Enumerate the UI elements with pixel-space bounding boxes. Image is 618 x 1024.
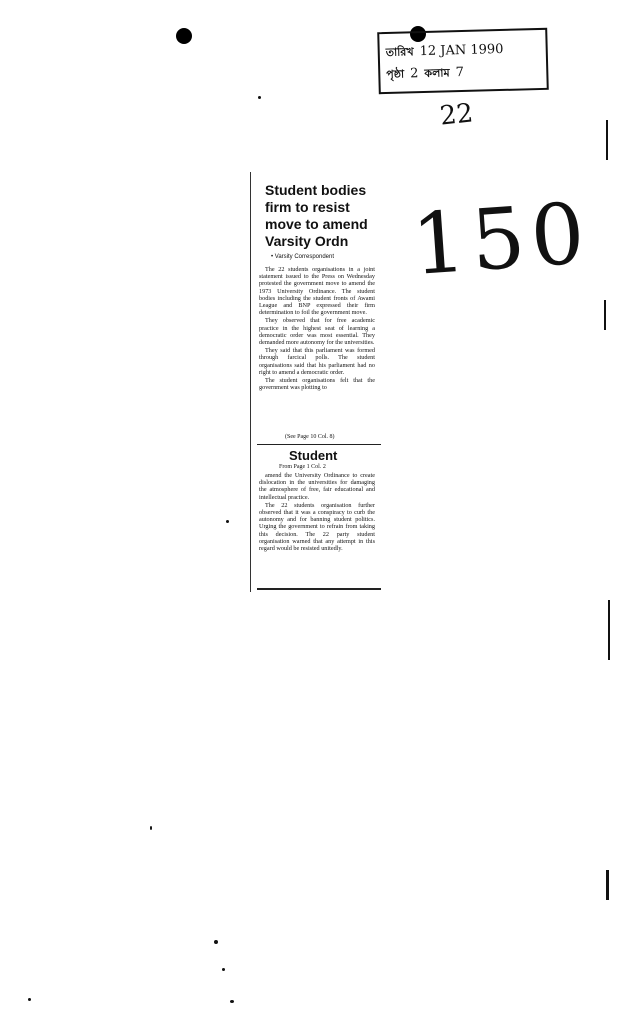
scan-edge-mark <box>606 120 608 160</box>
article-byline: • Varsity Correspondent <box>271 254 335 260</box>
scan-speck <box>28 998 31 1001</box>
handwritten-ref-number: 22 <box>438 98 475 132</box>
continuation-note: (See Page 10 Col. 8) <box>285 434 335 440</box>
scan-speck <box>258 96 261 99</box>
stamp-date-label: তারিখ <box>385 45 414 60</box>
article-body-continued <box>259 472 375 553</box>
scan-speck <box>226 520 229 523</box>
punch-hole <box>176 28 192 44</box>
scan-speck <box>214 940 218 944</box>
continuation-headline: Student <box>289 448 338 463</box>
article-paragraph: They observed that for free academic practice in the highest seat of learning a democratic order was most essential. They demanded more autonomy for the universities. <box>259 317 375 347</box>
article-body <box>259 266 375 392</box>
article-paragraph: The 22 students organisation further observed that it was a conspiracy to curb the autonomy and for banning student politics. Urging the government to refrain from taking this decision. The 22 party student organisation warned that any attempt in this regard would be resisted unitedly. <box>259 501 375 553</box>
stamp-date-value: 12 JAN 1990 <box>419 41 504 60</box>
newspaper-clipping <box>250 172 383 592</box>
scan-edge-mark <box>608 600 610 660</box>
scan-speck <box>150 826 152 830</box>
article-paragraph: amend the University Ordinance to create dislocation in the universities for damaging the atmosphere of free, fair educational and intellectual practice. <box>259 472 375 501</box>
scan-speck <box>230 1000 234 1003</box>
article-paragraph: They said that this parliament was formed through farcical polls. The student organisations said that his parliament had no right to amend a democratic order. <box>259 347 375 376</box>
handwritten-page-number: 150 <box>408 183 594 295</box>
scan-speck <box>222 968 225 971</box>
article-headline: Student bodies firm to resist move to amend Varsity Ordn <box>265 182 368 249</box>
article-paragraph: The 22 students organisations in a joint statement issued to the Press on Wednesday protested the government move to amend the 1973 University Ordinance. The student bodies including the student fronts of Awami League and BNP expressed their firm determination to foil the government move. <box>259 266 375 317</box>
stamp-page-label: পৃষ্ঠা <box>386 67 405 82</box>
stamp-page-value: 2 <box>409 66 419 82</box>
stamp-column-value: 7 <box>455 64 465 81</box>
divider <box>257 588 381 590</box>
stamp-column-label: কলাম <box>424 66 450 81</box>
article-paragraph: The student organisations felt that the government was plotting to <box>259 377 375 392</box>
scan-edge-mark <box>606 870 609 900</box>
divider <box>257 444 381 445</box>
scan-edge-mark <box>604 300 606 330</box>
date-stamp <box>377 28 549 94</box>
from-page-note: From Page 1 Col. 2 <box>279 464 326 470</box>
